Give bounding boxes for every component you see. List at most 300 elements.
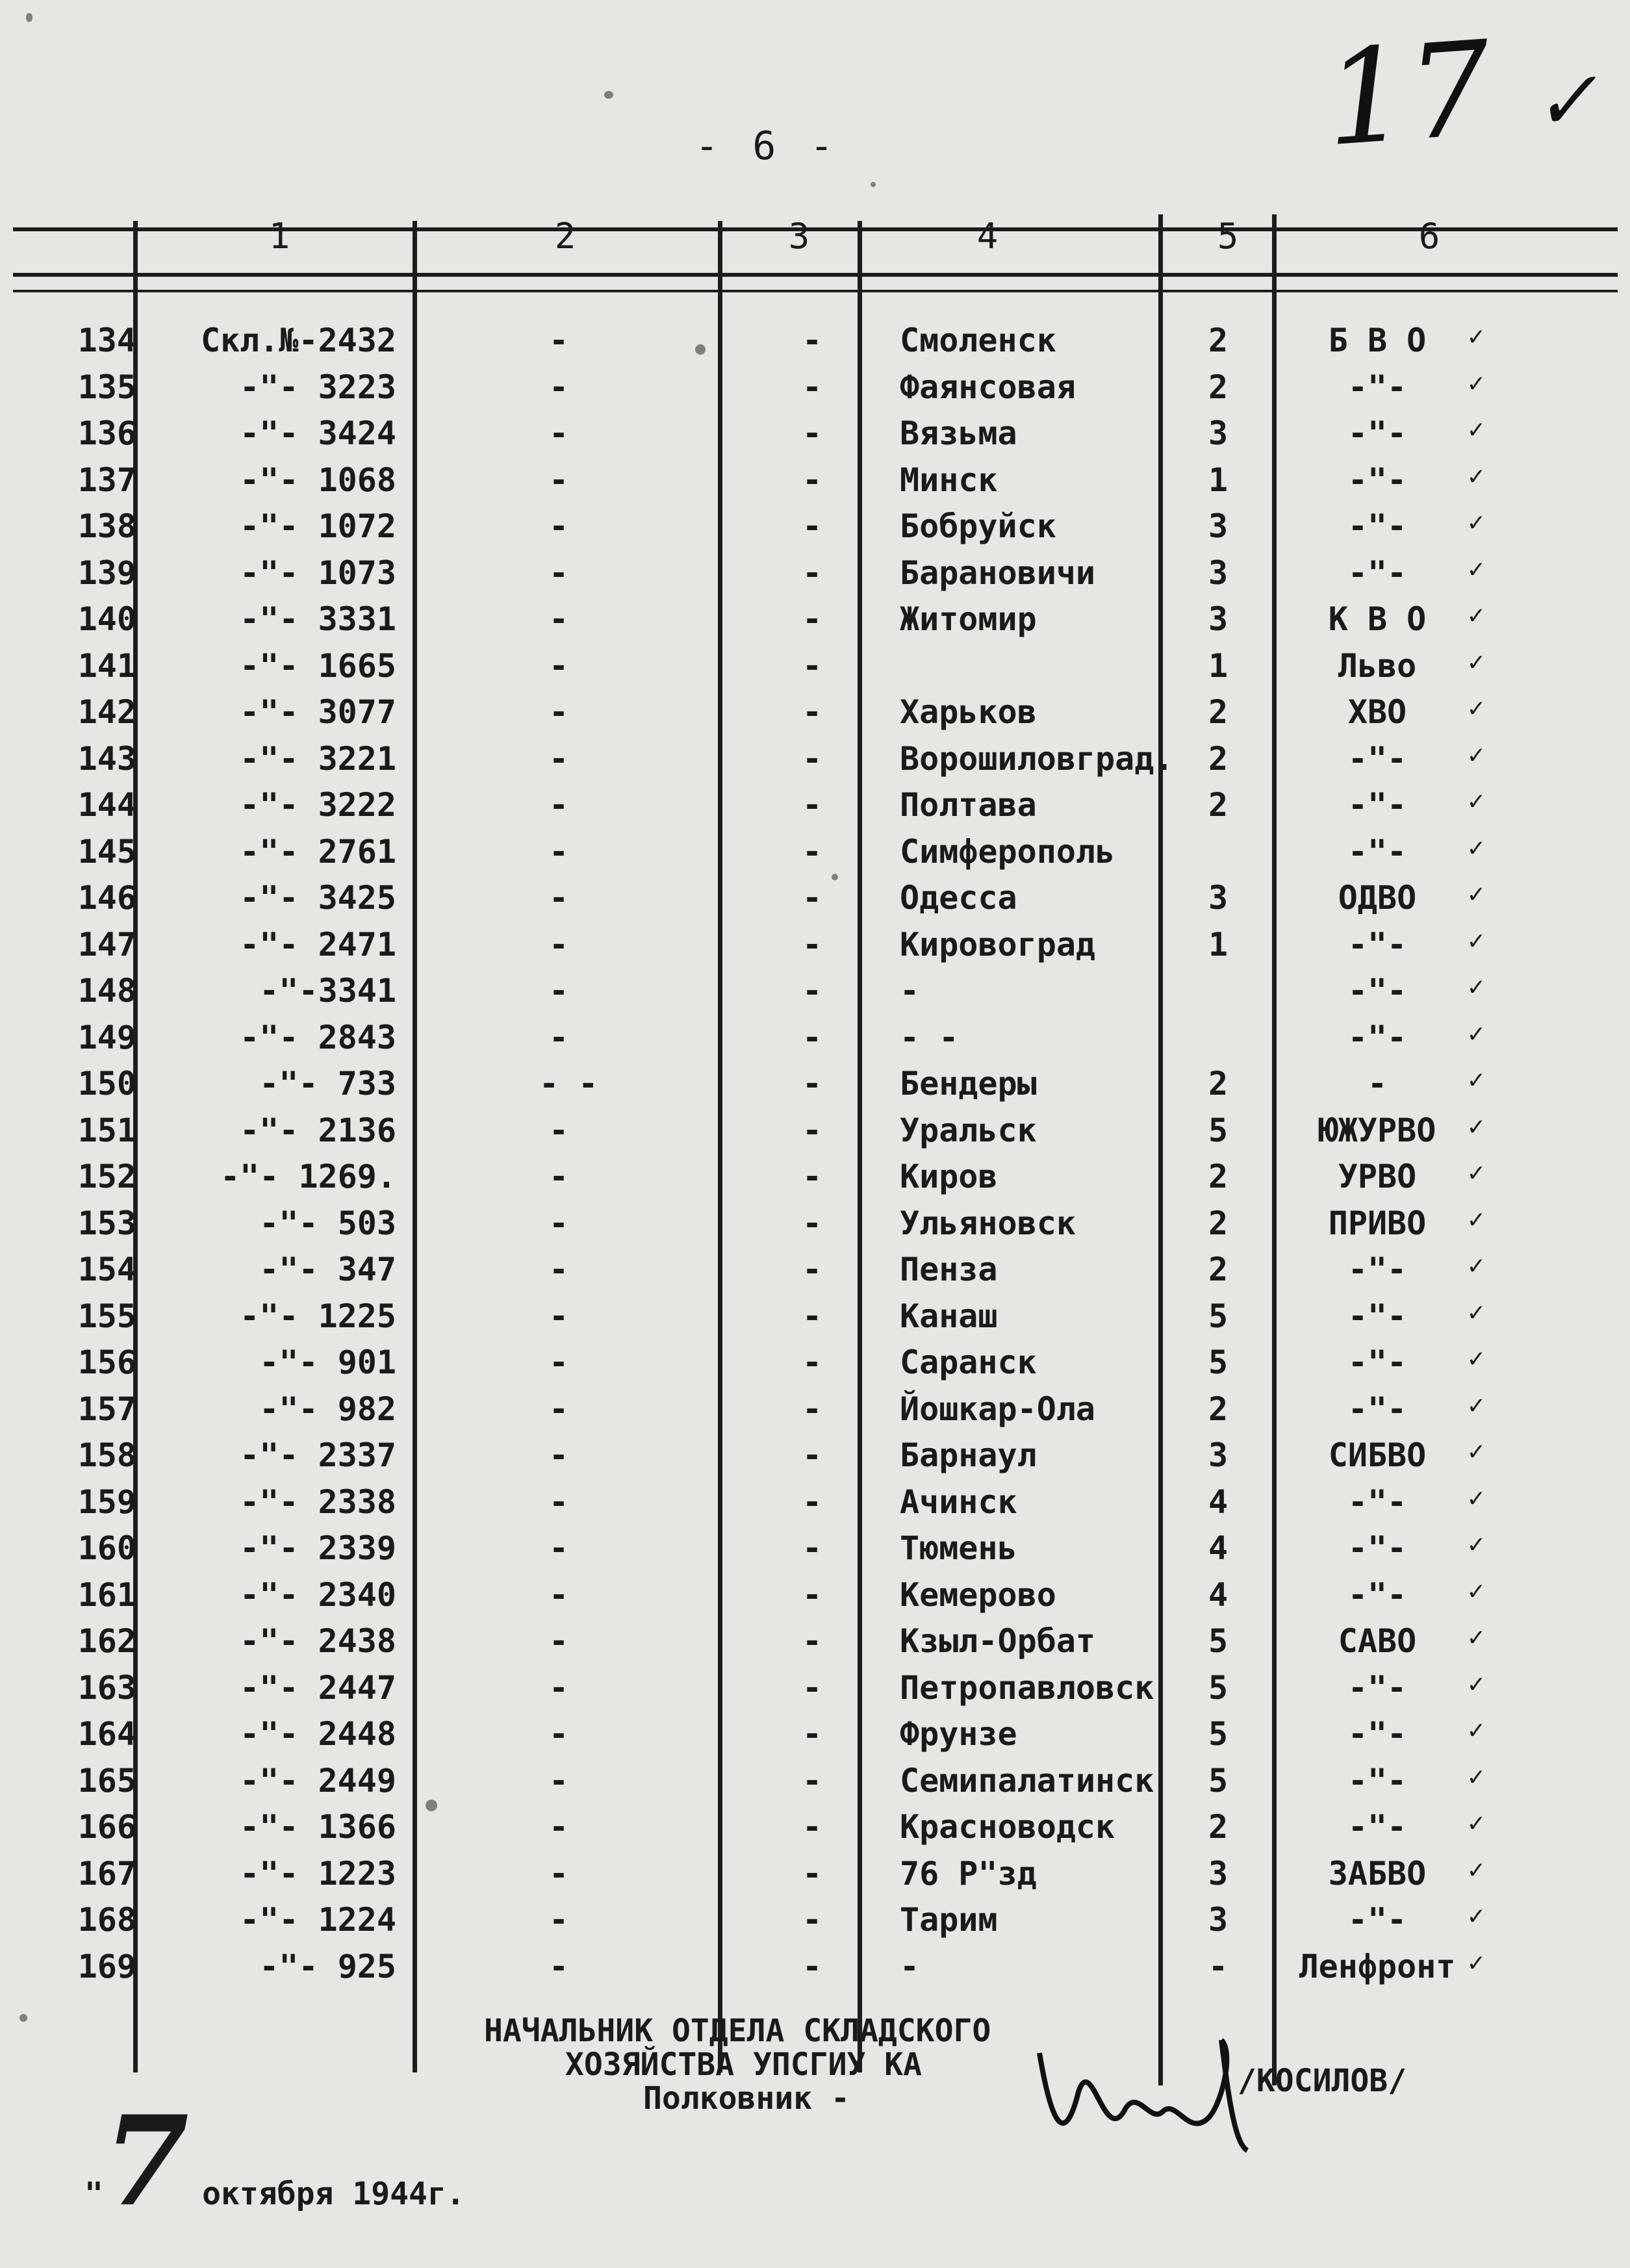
column-2-value: - — [548, 1111, 569, 1149]
location-name: Ульяновск — [900, 1204, 1076, 1242]
row-number: 154 — [77, 1251, 136, 1288]
location-name: Кзыл-Орбат — [900, 1622, 1096, 1660]
column-3-value: - — [802, 1483, 822, 1521]
column-3-value: - — [802, 1158, 822, 1195]
warehouse-number: -"- 1225 — [240, 1297, 396, 1335]
warehouse-number: -"- 2339 — [240, 1529, 396, 1567]
warehouse-number: -"- 901 — [259, 1344, 396, 1381]
warehouse-number: -"- 3222 — [240, 786, 396, 824]
table-row — [0, 368, 1630, 414]
location-name: Тарим — [900, 1901, 998, 1939]
column-header-4: 4 — [976, 216, 999, 257]
scan-speck — [19, 2014, 27, 2022]
military-district: Ленфронт — [1299, 1947, 1456, 1985]
date-day: 7 — [103, 2089, 190, 2234]
warehouse-number: Скл.№-2432 — [200, 322, 396, 359]
warehouse-number: -"- 3077 — [240, 693, 396, 731]
signature-title-line1: НАЧАЛЬНИК ОТДЕЛА СКЛАДСКОГО — [484, 2013, 991, 2049]
warehouse-number: -"- 3331 — [240, 600, 396, 638]
warehouse-number: -"- 925 — [259, 1947, 396, 1985]
warehouse-number: -"- 2761 — [240, 832, 396, 871]
warehouse-number: -"- 3424 — [240, 414, 396, 452]
column-3-value: - — [802, 1808, 822, 1846]
warehouse-number: -"- 1224 — [240, 1901, 396, 1939]
column-2-value: - — [548, 739, 569, 778]
check-mark: ✓ — [1468, 1901, 1484, 1931]
category-value: 3 — [1208, 600, 1229, 638]
military-district: -"- — [1347, 414, 1407, 452]
column-3-value: - — [802, 368, 822, 406]
column-2-value: - — [548, 1622, 569, 1660]
table-row — [0, 1251, 1630, 1296]
column-2-value: - — [548, 600, 569, 638]
column-2-value: - — [548, 1715, 569, 1753]
location-name: Симферополь — [900, 832, 1115, 871]
military-district: -"- — [1347, 925, 1407, 963]
category-value: 3 — [1208, 554, 1229, 592]
category-value: 3 — [1208, 1436, 1229, 1474]
table-row — [0, 1622, 1630, 1668]
category-value: 1 — [1208, 925, 1229, 963]
column-3-value: - — [802, 1529, 822, 1567]
column-3-value: - — [802, 1715, 822, 1753]
category-value: 4 — [1208, 1575, 1229, 1614]
military-district: -"- — [1347, 1901, 1407, 1939]
military-district: -"- — [1347, 1529, 1407, 1567]
location-name: Ачинск — [900, 1483, 1017, 1521]
table-row — [0, 1715, 1630, 1761]
column-3-value: - — [802, 925, 822, 963]
column-2-value: - — [548, 1390, 569, 1428]
check-mark: ✓ — [1468, 1622, 1484, 1652]
location-name: Полтава — [900, 786, 1037, 824]
category-value: 1 — [1208, 461, 1229, 499]
warehouse-number: -"- 2447 — [240, 1668, 396, 1707]
military-district: -"- — [1347, 554, 1407, 592]
row-number: 144 — [77, 786, 136, 824]
column-2-value: - — [548, 322, 569, 359]
column-3-value: - — [802, 1018, 822, 1056]
military-district: -"- — [1347, 368, 1407, 406]
warehouse-number: -"-3341 — [259, 972, 396, 1010]
military-district: -"- — [1347, 1344, 1407, 1381]
military-district: К В О — [1328, 600, 1427, 638]
check-mark: ✓ — [1468, 1390, 1484, 1420]
check-mark: ✓ — [1468, 786, 1484, 816]
table-header-rule — [13, 273, 1618, 277]
column-header-1: 1 — [268, 216, 290, 257]
scan-speck — [604, 91, 613, 99]
column-2-value: - — [548, 1344, 569, 1381]
table-row — [0, 740, 1630, 785]
check-mark: ✓ — [1468, 925, 1484, 956]
category-value: 2 — [1208, 368, 1229, 406]
military-district: -"- — [1347, 1390, 1407, 1428]
column-2-value: - — [548, 1668, 569, 1707]
warehouse-number: -"- 2448 — [240, 1715, 396, 1753]
table-row — [0, 414, 1630, 460]
location-name: Вязьма — [900, 414, 1017, 452]
table-row — [0, 461, 1630, 507]
military-district: -"- — [1347, 972, 1407, 1010]
table-row — [0, 1297, 1630, 1343]
row-number: 134 — [77, 322, 136, 359]
military-district: - — [1367, 1065, 1388, 1102]
location-name: Бендеры — [900, 1065, 1037, 1102]
column-3-value: - — [802, 739, 822, 778]
row-number: 146 — [77, 879, 136, 917]
military-district: ХВО — [1347, 693, 1407, 731]
column-3-value: - — [802, 1390, 822, 1428]
military-district: -"- — [1347, 1018, 1407, 1056]
check-mark: ✓ — [1468, 1854, 1484, 1885]
category-value: 5 — [1208, 1715, 1229, 1753]
warehouse-number: -"- 3425 — [240, 879, 396, 917]
warehouse-number: -"- 2438 — [240, 1622, 396, 1660]
check-mark: ✓ — [1468, 1575, 1484, 1606]
row-number: 148 — [77, 972, 136, 1010]
scan-speck — [26, 13, 32, 22]
military-district: ЗАБВО — [1328, 1854, 1427, 1892]
row-number: 138 — [77, 507, 136, 545]
location-name: Семипалатинск — [900, 1761, 1154, 1800]
check-mark: ✓ — [1468, 1436, 1484, 1466]
check-mark: ✓ — [1468, 1018, 1484, 1049]
row-number: 164 — [77, 1715, 136, 1753]
table-row — [0, 647, 1630, 693]
row-number: 152 — [77, 1158, 136, 1195]
column-2-value: - — [548, 972, 569, 1010]
check-mark: ✓ — [1468, 1204, 1484, 1234]
check-mark: ✓ — [1468, 554, 1484, 584]
row-number: 135 — [77, 368, 136, 406]
category-value: 5 — [1208, 1761, 1229, 1800]
column-3-value: - — [802, 646, 822, 685]
table-header-rule-double — [13, 290, 1618, 292]
check-mark: ✓ — [1468, 1529, 1484, 1559]
row-number: 151 — [77, 1111, 136, 1149]
category-value: 4 — [1208, 1529, 1229, 1567]
table-row — [0, 1762, 1630, 1807]
column-3-value: - — [802, 1251, 822, 1288]
military-district: САВО — [1338, 1622, 1417, 1660]
check-mark: ✓ — [1468, 1808, 1484, 1838]
military-district: -"- — [1347, 1297, 1407, 1335]
warehouse-number: -"- 1068 — [240, 461, 396, 499]
military-district: СИБВО — [1328, 1436, 1427, 1474]
column-3-value: - — [802, 832, 822, 871]
table-row — [0, 1019, 1630, 1064]
category-value: 5 — [1208, 1668, 1229, 1707]
row-number: 163 — [77, 1668, 136, 1707]
column-2-value: - — [548, 1761, 569, 1800]
military-district: -"- — [1347, 1575, 1407, 1614]
location-name: Петропавловск — [900, 1668, 1154, 1707]
column-3-value: - — [802, 1436, 822, 1474]
column-2-value: - — [548, 1529, 569, 1567]
check-mark: ✓ — [1468, 1065, 1484, 1095]
warehouse-number: -"- 1366 — [240, 1808, 396, 1846]
location-name: Харьков — [900, 693, 1037, 731]
location-name: Йошкар-Ола — [900, 1390, 1096, 1428]
table-row — [0, 600, 1630, 646]
check-mark: ✓ — [1468, 1947, 1484, 1978]
military-district: УРВО — [1338, 1158, 1417, 1195]
category-value: 5 — [1208, 1297, 1229, 1335]
category-value: 4 — [1208, 1483, 1229, 1521]
row-number: 149 — [77, 1018, 136, 1056]
table-row — [0, 972, 1630, 1017]
column-2-value: - — [548, 414, 569, 452]
column-3-value: - — [802, 461, 822, 499]
warehouse-number: -"- 503 — [259, 1204, 396, 1242]
military-district: -"- — [1347, 1251, 1407, 1288]
military-district: -"- — [1347, 739, 1407, 778]
category-value: - — [1208, 1947, 1229, 1985]
column-3-value: - — [802, 1344, 822, 1381]
row-number: 160 — [77, 1529, 136, 1567]
date-quote: " — [84, 2176, 103, 2212]
category-value: 2 — [1208, 693, 1229, 731]
category-value: 1 — [1208, 646, 1229, 685]
check-mark: ✓ — [1468, 646, 1484, 677]
date-line — [84, 2089, 465, 2234]
column-2-value: - — [548, 368, 569, 406]
column-header-3: 3 — [788, 216, 810, 257]
column-header-6: 6 — [1418, 216, 1440, 257]
check-mark: ✓ — [1468, 693, 1484, 723]
check-mark: ✓ — [1468, 879, 1484, 909]
column-3-value: - — [802, 1297, 822, 1335]
column-3-value: - — [802, 600, 822, 638]
location-name: Фаянсовая — [900, 368, 1076, 406]
row-number: 165 — [77, 1761, 136, 1800]
check-mark: ✓ — [1468, 414, 1484, 444]
column-2-value: - — [548, 1854, 569, 1892]
column-3-value: - — [802, 1901, 822, 1939]
column-3-value: - — [802, 972, 822, 1010]
category-value: 3 — [1208, 1901, 1229, 1939]
warehouse-number: -"- 2843 — [240, 1018, 396, 1056]
warehouse-number: -"- 1223 — [240, 1854, 396, 1892]
archive-folio-number — [1320, 13, 1602, 176]
location-name: Житомир — [900, 600, 1037, 638]
table-row — [0, 554, 1630, 600]
location-name: - — [900, 972, 920, 1010]
location-name: Бобруйск — [900, 507, 1056, 545]
location-name: Красноводск — [900, 1808, 1115, 1846]
column-2-value: - — [548, 1947, 569, 1985]
table-row — [0, 693, 1630, 739]
column-2-value: - — [548, 1297, 569, 1335]
row-number: 156 — [77, 1344, 136, 1381]
table-row — [0, 1344, 1630, 1389]
warehouse-number: -"- 3223 — [240, 368, 396, 406]
check-mark: ✓ — [1468, 368, 1484, 398]
category-value: 2 — [1208, 739, 1229, 778]
row-number: 167 — [77, 1854, 136, 1892]
table-row — [0, 786, 1630, 832]
column-2-value: - — [548, 1204, 569, 1242]
column-3-value: - — [802, 554, 822, 592]
column-2-value: - — [548, 554, 569, 592]
check-mark: ✓ — [1468, 507, 1484, 537]
column-2-value: - — [548, 646, 569, 685]
column-3-value: - — [802, 693, 822, 731]
warehouse-number: -"- 2337 — [240, 1436, 396, 1474]
warehouse-number: -"- 1665 — [240, 646, 396, 685]
archive-folio-digits: 17 — [1320, 13, 1496, 176]
location-name: Киров — [900, 1158, 998, 1195]
table-row — [0, 1390, 1630, 1436]
column-2-value: - — [548, 693, 569, 731]
row-number: 150 — [77, 1065, 136, 1102]
check-mark: ✓ — [1468, 1715, 1484, 1745]
column-2-value: - — [548, 1483, 569, 1521]
column-3-value: - — [802, 786, 822, 824]
check-mark: ✓ — [1468, 739, 1484, 770]
check-mark: ✓ — [1468, 1158, 1484, 1188]
location-name: Канаш — [900, 1297, 998, 1335]
location-name: Уральск — [900, 1111, 1037, 1149]
row-number: 158 — [77, 1436, 136, 1474]
category-value: 3 — [1208, 507, 1229, 545]
signature-name: /КОСИЛОВ/ — [1238, 2063, 1407, 2099]
row-number: 157 — [77, 1390, 136, 1428]
warehouse-number: -"- 2471 — [240, 925, 396, 963]
military-district: -"- — [1347, 1715, 1407, 1753]
category-value: 2 — [1208, 322, 1229, 359]
category-value: 5 — [1208, 1111, 1229, 1149]
warehouse-number: -"- 3221 — [240, 739, 396, 778]
row-number: 169 — [77, 1947, 136, 1985]
location-name: Минск — [900, 461, 998, 499]
row-number: 140 — [77, 600, 136, 638]
check-mark: ✓ — [1468, 1483, 1484, 1513]
location-name: Барановичи — [900, 554, 1096, 592]
row-number: 161 — [77, 1575, 136, 1614]
row-number: 153 — [77, 1204, 136, 1242]
page-number: - 6 - — [695, 123, 839, 169]
category-value: 2 — [1208, 1158, 1229, 1195]
date-rest: октября 1944г. — [202, 2176, 465, 2212]
category-value: 2 — [1208, 1390, 1229, 1428]
column-2-value: - - — [539, 1065, 598, 1102]
row-number: 159 — [77, 1483, 136, 1521]
category-value: 3 — [1208, 414, 1229, 452]
table-row — [0, 1065, 1630, 1110]
column-3-value: - — [802, 1761, 822, 1800]
military-district: -"- — [1347, 1668, 1407, 1707]
column-2-value: - — [548, 1808, 569, 1846]
warehouse-number: -"- 2136 — [240, 1111, 396, 1149]
column-3-value: - — [802, 879, 822, 917]
warehouse-number: -"- 2340 — [240, 1575, 396, 1614]
category-value: 3 — [1208, 1854, 1229, 1892]
column-2-value: - — [548, 507, 569, 545]
handwritten-signature — [1026, 2014, 1260, 2157]
row-number: 145 — [77, 832, 136, 871]
row-number: 143 — [77, 739, 136, 778]
column-3-value: - — [802, 1065, 822, 1102]
check-mark: ✓ — [1468, 1111, 1484, 1141]
table-row — [0, 1204, 1630, 1250]
row-number: 155 — [77, 1297, 136, 1335]
military-district: ПРИВО — [1328, 1204, 1427, 1242]
table-row — [0, 322, 1630, 367]
row-number: 162 — [77, 1622, 136, 1660]
row-number: 166 — [77, 1808, 136, 1846]
check-mark: ✓ — [1468, 832, 1484, 863]
check-mark: ✓ — [1468, 461, 1484, 491]
location-name: 76 Р"зд — [900, 1854, 1037, 1892]
column-2-value: - — [548, 1575, 569, 1614]
location-name: - — [900, 1947, 920, 1985]
military-district: ОДВО — [1338, 879, 1417, 917]
warehouse-number: -"- 733 — [259, 1065, 396, 1102]
military-district: -"- — [1347, 507, 1407, 545]
table-row — [0, 1436, 1630, 1482]
warehouse-number: -"- 1269. — [220, 1158, 396, 1195]
warehouse-number: -"- 2449 — [240, 1761, 396, 1800]
column-2-value: - — [548, 925, 569, 963]
check-mark: ✓ — [1468, 1344, 1484, 1373]
military-district: -"- — [1347, 786, 1407, 824]
location-name: Смоленск — [900, 322, 1056, 359]
row-number: 147 — [77, 925, 136, 963]
row-number: 139 — [77, 554, 136, 592]
location-name: Саранск — [900, 1344, 1037, 1381]
table-row — [0, 1112, 1630, 1157]
scan-speck — [871, 182, 876, 187]
row-number: 168 — [77, 1901, 136, 1939]
table-row — [0, 1901, 1630, 1946]
table-row — [0, 1808, 1630, 1854]
check-mark: ✓ — [1468, 600, 1484, 630]
column-3-value: - — [802, 1854, 822, 1892]
archive-folio-check: ✓ — [1529, 54, 1601, 149]
warehouse-number: -"- 982 — [259, 1390, 396, 1428]
column-2-value: - — [548, 832, 569, 871]
category-value: 2 — [1208, 1065, 1229, 1102]
warehouse-number: -"- 1072 — [240, 507, 396, 545]
location-name: Кировоград — [900, 925, 1096, 963]
table-row — [0, 1529, 1630, 1575]
signature-title-line2: ХОЗЯЙСТВА УПСГИУ КА — [565, 2046, 923, 2083]
table-row — [0, 1576, 1630, 1622]
check-mark: ✓ — [1468, 1761, 1484, 1792]
category-value: 3 — [1208, 879, 1229, 917]
column-3-value: - — [802, 1668, 822, 1707]
table-row — [0, 926, 1630, 971]
check-mark: ✓ — [1468, 322, 1484, 351]
military-district: -"- — [1347, 1761, 1407, 1800]
warehouse-number: -"- 1073 — [240, 554, 396, 592]
column-3-value: - — [802, 1575, 822, 1614]
location-name: Кемерово — [900, 1575, 1056, 1614]
column-2-value: - — [548, 1436, 569, 1474]
column-2-value: - — [548, 1251, 569, 1288]
category-value: 2 — [1208, 1204, 1229, 1242]
row-number: 136 — [77, 414, 136, 452]
military-district: -"- — [1347, 1808, 1407, 1846]
row-number: 137 — [77, 461, 136, 499]
warehouse-number: -"- 2338 — [240, 1483, 396, 1521]
column-2-value: - — [548, 1901, 569, 1939]
location-name: Тюмень — [900, 1529, 1017, 1567]
check-mark: ✓ — [1468, 1668, 1484, 1699]
category-value: 5 — [1208, 1344, 1229, 1381]
